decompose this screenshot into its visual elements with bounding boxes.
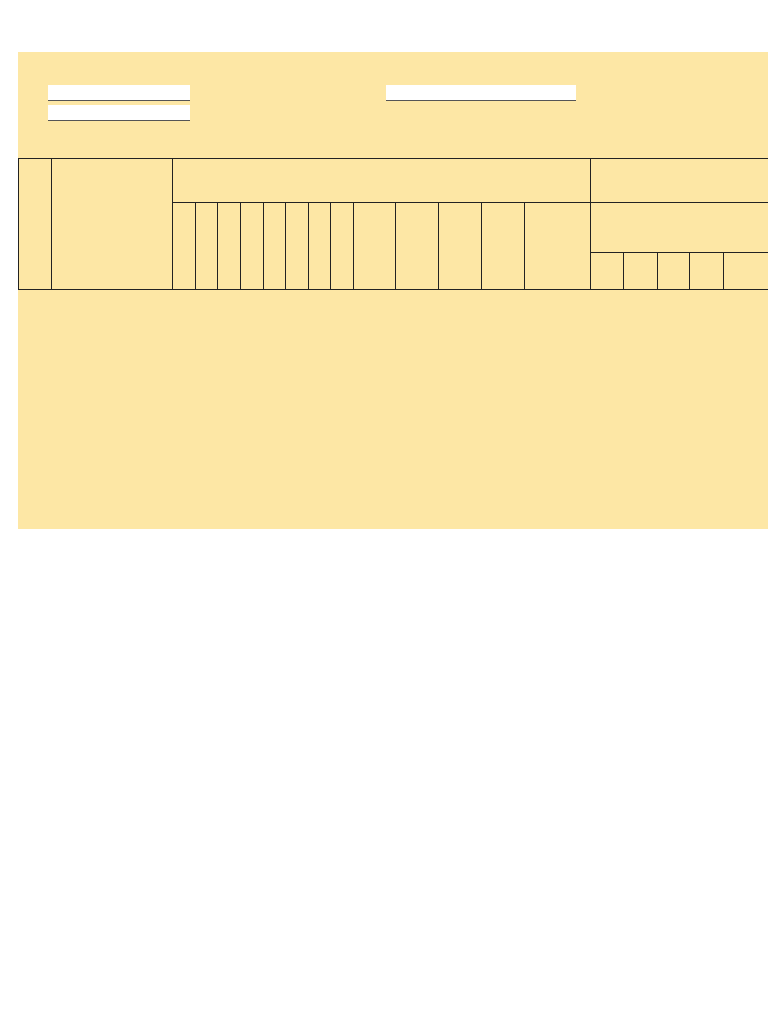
school-field[interactable] <box>48 85 190 101</box>
worksheet-header-area <box>18 52 768 529</box>
header-reading-level <box>524 203 590 290</box>
header-no <box>19 159 52 290</box>
header-q4 <box>690 253 724 290</box>
header-q5 <box>724 253 768 290</box>
header-insertion <box>241 203 264 290</box>
header-q2 <box>623 253 657 290</box>
reading-table-top <box>18 158 768 290</box>
district-field[interactable] <box>386 85 576 101</box>
header-oral-reading <box>173 159 590 203</box>
header-name <box>51 159 172 290</box>
header-omission <box>195 203 218 290</box>
header-mispronunciation <box>173 203 196 290</box>
header-q1 <box>590 253 623 290</box>
header-reversal <box>308 203 331 290</box>
header-q3 <box>657 253 690 290</box>
header-transposition <box>286 203 309 290</box>
header-reading-comp <box>590 159 768 203</box>
header-total-words <box>396 203 439 290</box>
header-comprehension-questions <box>590 203 768 253</box>
header-percentage <box>481 203 524 290</box>
header-total-errors <box>354 203 396 290</box>
header-substitution <box>218 203 241 290</box>
header-repetition <box>263 203 286 290</box>
header-correct-words <box>439 203 481 290</box>
grade-field[interactable] <box>48 105 190 121</box>
header-self-correction <box>331 203 354 290</box>
